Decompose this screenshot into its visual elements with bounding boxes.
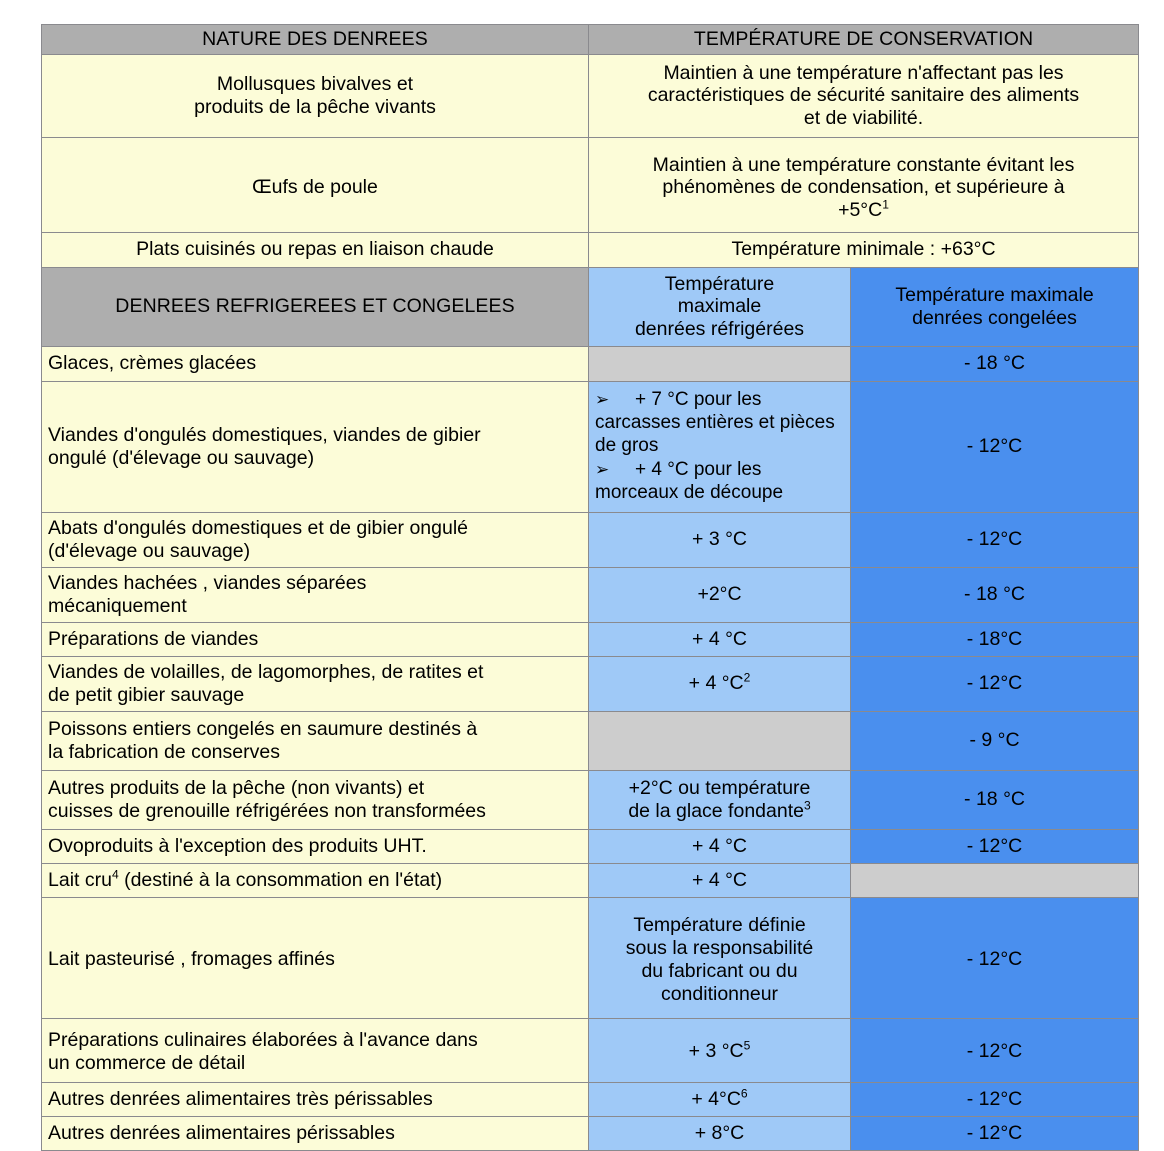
table-row — [42, 897, 1139, 1018]
text-line: +2°C ou température — [628, 777, 811, 799]
text-line: produits de la pêche vivants — [194, 95, 436, 118]
bullet-list — [595, 389, 844, 504]
table-row — [42, 1082, 1139, 1116]
text-line: Abats d'ongulés domestiques et de gibier ongulé — [48, 517, 469, 539]
text-line: mécaniquement — [48, 594, 187, 617]
text-line — [595, 199, 1132, 222]
text-line: (d'élevage ou sauvage) — [48, 539, 251, 562]
cell-nature-autres-peche — [42, 770, 589, 829]
text-line: Poissons entiers congelés en saumure destinés à — [48, 718, 478, 740]
cell-nature-perissables: Autres denrées alimentaires périssables — [42, 1116, 589, 1150]
text-line: maximale — [677, 295, 762, 318]
table-row — [42, 1018, 1139, 1082]
cell-nature-volailles — [42, 656, 589, 711]
table-row — [42, 232, 1139, 267]
footnote-marker: 1 — [882, 197, 889, 212]
table-row — [42, 656, 1139, 711]
cell-temp-oeufs — [589, 137, 1139, 232]
table-row — [42, 770, 1139, 829]
cell-nature-mollusques — [42, 54, 589, 137]
cell-frozen-preparations-culinaires: - 12°C — [851, 1018, 1139, 1082]
cell-frozen-preparations-viandes: - 18°C — [851, 622, 1139, 656]
cell-refrigerated-preparations-viandes: + 4 °C — [589, 622, 851, 656]
table-row — [42, 1116, 1139, 1150]
text-line: denrées congelées — [912, 306, 1077, 329]
footnote-marker: 3 — [803, 798, 811, 813]
cell-frozen-lait-pasteurise: - 12°C — [851, 897, 1139, 1018]
cell-nature-plats-cuisines: Plats cuisinés ou repas en liaison chaude — [42, 232, 589, 267]
text-line: phénomènes de condensation, et supérieure à — [662, 176, 1065, 199]
text-line: Œufs de poule — [252, 176, 378, 199]
text-line: Mollusques bivalves et — [216, 73, 414, 95]
table-row — [42, 567, 1139, 622]
text-line: Température maximale — [895, 284, 1094, 306]
cell-nature-viandes-ongules — [42, 381, 589, 512]
table-row — [42, 381, 1139, 512]
table-row — [42, 54, 1139, 137]
cell-refrigerated-lait-cru: + 4 °C — [589, 863, 851, 897]
cell-nature-poissons-saumure — [42, 711, 589, 770]
header-temperature-de-conservation: TEMPÉRATURE DE CONSERVATION — [589, 25, 1139, 55]
table-row — [42, 512, 1139, 567]
text-line: Maintien à une température constante évitant les — [652, 153, 1075, 176]
cell-nature-lait-pasteurise: Lait pasteurisé , fromages affinés — [42, 897, 589, 1018]
cell-frozen-viandes-ongules: - 12°C — [851, 381, 1139, 512]
temp-value: + 4 °C — [688, 672, 744, 695]
cell-frozen-poissons-saumure: - 9 °C — [851, 711, 1139, 770]
cell-frozen-perissables: - 12°C — [851, 1116, 1139, 1150]
table-row — [42, 863, 1139, 897]
cell-nature-viandes-hachees — [42, 567, 589, 622]
cell-nature-oeufs — [42, 137, 589, 232]
text-line: ongulé (d'élevage ou sauvage) — [48, 446, 315, 469]
text-line: du fabricant ou du — [641, 959, 798, 982]
cell-nature-lait-cru — [42, 863, 589, 897]
text-line: caractéristiques de sécurité sanitaire des aliments — [647, 84, 1080, 107]
table-header-row-refrigerated — [42, 267, 1139, 346]
cell-refrigerated-lait-pasteurise — [589, 897, 851, 1018]
cell-frozen-autres-peche: - 18 °C — [851, 770, 1139, 829]
text-line: conditionneur — [660, 982, 779, 1005]
cell-refrigerated-viandes-hachees: +2°C — [589, 567, 851, 622]
bullet-text: + 4 °C pour les morceaux de découpe — [595, 458, 784, 503]
cell-frozen-empty — [851, 863, 1139, 897]
text-line: Viandes de volailles, de lagomorphes, de ratites et — [48, 661, 484, 683]
text-line: la fabrication de conserves — [48, 740, 280, 763]
header-temperature-max-congelees — [851, 267, 1139, 346]
footnote-marker: 5 — [743, 1038, 751, 1053]
cell-nature-preparations-viandes: Préparations de viandes — [42, 622, 589, 656]
text-line: Viandes d'ongulés domestiques, viandes de gibier — [48, 424, 481, 446]
text-line: Autres produits de la pêche (non vivants) et — [48, 777, 425, 799]
cell-temp-mollusques — [589, 54, 1139, 137]
cell-nature-tres-perissables: Autres denrées alimentaires très périssables — [42, 1082, 589, 1116]
temp-value: + 3 °C — [688, 1040, 744, 1063]
temp-value: + 4°C — [691, 1087, 741, 1110]
cell-frozen-volailles: - 12°C — [851, 656, 1139, 711]
cell-nature-preparations-culinaires — [42, 1018, 589, 1082]
cell-frozen-glaces: - 18 °C — [851, 346, 1139, 381]
header-temperature-max-refrigerees — [589, 267, 851, 346]
text-line: et de viabilité. — [803, 107, 924, 130]
cell-nature-glaces: Glaces, crèmes glacées — [42, 346, 589, 381]
arrow-bullet-icon: ➢ — [595, 459, 610, 480]
text-line: Préparations culinaires élaborées à l'avance dans — [48, 1029, 478, 1051]
footnote-marker: 2 — [743, 670, 751, 685]
table-row — [42, 711, 1139, 770]
cell-refrigerated-volailles — [589, 656, 851, 711]
cell-refrigerated-tres-perissables — [589, 1082, 851, 1116]
cell-nature-abats — [42, 512, 589, 567]
text-line: Maintien à une température n'affectant pas les — [663, 61, 1064, 84]
text-line: denrées réfrigérées — [634, 318, 805, 341]
cell-temp-plats-cuisines: Température minimale : +63°C — [589, 232, 1139, 267]
text-fragment: (destiné à la consommation en l'état) — [118, 868, 443, 891]
table-row — [42, 137, 1139, 232]
text-line: un commerce de détail — [48, 1051, 246, 1074]
table-header-row-main — [42, 25, 1139, 55]
cell-refrigerated-ovoproduits: + 4 °C — [589, 829, 851, 863]
cell-refrigerated-autres-peche — [589, 770, 851, 829]
cell-refrigerated-empty — [589, 346, 851, 381]
table-row — [42, 622, 1139, 656]
bullet-text: + 7 °C pour les carcasses entières et pièces de gros — [595, 389, 835, 456]
text-line: Viandes hachées , viandes séparées — [48, 572, 367, 594]
cell-frozen-abats: - 12°C — [851, 512, 1139, 567]
footnote-marker: 6 — [740, 1086, 748, 1101]
header-nature-des-denrees: NATURE DES DENREES — [42, 25, 589, 55]
arrow-bullet-icon: ➢ — [595, 390, 610, 411]
header-denrees-refrigerees-congelees: DENREES REFRIGEREES ET CONGELEES — [42, 267, 589, 346]
text-line: Température — [664, 272, 775, 295]
text-line: Température définie — [633, 914, 806, 937]
cell-refrigerated-perissables: + 8°C — [589, 1116, 851, 1150]
text-line: cuisses de grenouille réfrigérées non transformées — [48, 799, 486, 822]
list-item — [595, 389, 844, 457]
temp-value: de la glace fondante — [628, 799, 804, 822]
cell-frozen-tres-perissables: - 12°C — [851, 1082, 1139, 1116]
temp-value: +5°C — [838, 199, 883, 222]
conservation-temperature-table — [41, 24, 1139, 1151]
footnote-marker: 4 — [111, 867, 119, 882]
cell-frozen-viandes-hachees: - 18 °C — [851, 567, 1139, 622]
cell-frozen-ovoproduits: - 12°C — [851, 829, 1139, 863]
text-fragment: Lait cru — [48, 868, 112, 891]
cell-refrigerated-viandes-ongules — [589, 381, 851, 512]
cell-refrigerated-empty — [589, 711, 851, 770]
text-line: sous la responsabilité — [625, 937, 814, 959]
list-item — [595, 459, 844, 505]
text-line — [595, 800, 844, 823]
cell-nature-ovoproduits: Ovoproduits à l'exception des produits UHT. — [42, 829, 589, 863]
cell-refrigerated-preparations-culinaires — [589, 1018, 851, 1082]
table-row — [42, 829, 1139, 863]
cell-refrigerated-abats: + 3 °C — [589, 512, 851, 567]
table-row — [42, 346, 1139, 381]
text-line: de petit gibier sauvage — [48, 683, 245, 706]
